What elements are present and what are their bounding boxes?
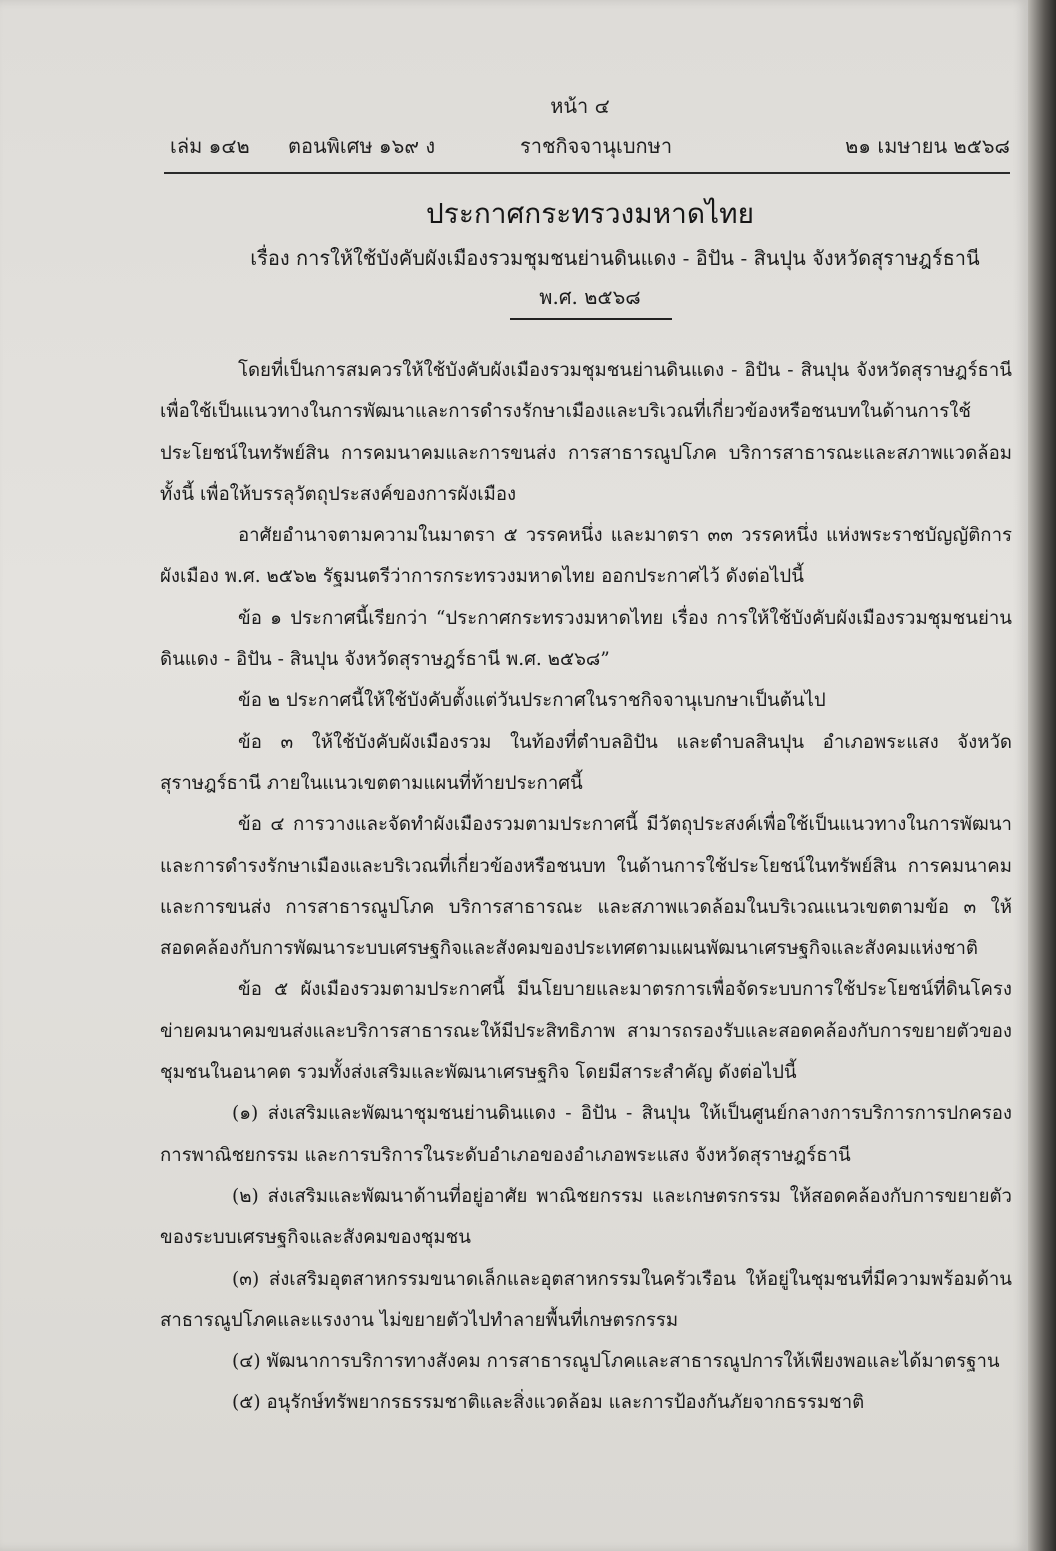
clause-5-item-1: (๑) ส่งเสริมและพัฒนาชุมชนย่านดินแดง - อิปัน - สินปุน ให้เป็นศูนย์กลางการบริการการปกครอง การพาณิชยกรรม และการบริการในระดับอำเภอของอำเภอพระแสง จังหวัดสุราษฎร์ธานี [160, 1103, 1012, 1166]
preamble-paragraph: โดยที่เป็นการสมควรให้ใช้บังคับผังเมืองรวมชุมชนย่านดินแดง - อิปัน - สินปุน จังหวัดสุราษฎร์ธานี เพื่อใช้เป็นแนวทางในการพัฒนาและการดำรงรักษาเมืองและบริเวณที่เกี่ยวข้องหรือชนบทในด้านการใช้ประโยชน์ในทรัพย์สิน การคมนาคมและการขนส่ง การสาธารณูปโภค บริการสาธารณะและสภาพแวดล้อม ทั้งนี้ เพื่อให้บรรลุวัตถุประสงค์ของการผังเมือง [160, 360, 1012, 505]
clause-5-item-2: (๒) ส่งเสริมและพัฒนาด้านที่อยู่อาศัย พาณิชยกรรม และเกษตรกรรม ให้สอดคล้องกับการขยายตัวของระบบเศรษฐกิจและสังคมของชุมชน [160, 1185, 1012, 1249]
clause-5-item-3: (๓) ส่งเสริมอุตสาหกรรมขนาดเล็กและอุตสาหกรรมในครัวเรือน ให้อยู่ในชุมชนที่มีความพร้อมด้านสาธารณูปโภคและแรงงาน ไม่ขยายตัวไปทำลายพื้นที่เกษตรกรรม [160, 1268, 1012, 1331]
announcement-year: พ.ศ. ๒๕๖๘ [539, 285, 641, 309]
page-number: หน้า ๔ [550, 94, 610, 118]
publication-date: ๒๑ เมษายน ๒๕๖๘ [845, 134, 1010, 158]
clause-5-item-4: (๔) พัฒนาการบริการทางสังคม การสาธารณูปโภคและสาธารณูปการให้เพียงพอและได้มาตรฐาน [232, 1351, 1000, 1373]
authority-paragraph: อาศัยอำนาจตามความในมาตรา ๕ วรรคหนึ่ง และมาตรา ๓๓ วรรคหนึ่ง แห่งพระราชบัญญัติการผังเมือง พ.ศ. ๒๕๖๒ รัฐมนตรีว่าการกระทรวงมหาดไทย ออกประกาศไว้ ดังต่อไปนี้ [160, 525, 1012, 588]
volume-number: เล่ม ๑๔๒ [170, 134, 250, 158]
clause-1: ข้อ ๑ ประกาศนี้เรียกว่า “ประกาศกระทรวงมหาดไทย เรื่อง การให้ใช้บังคับผังเมืองรวมชุมชนย่านดินแดง - อิปัน - สินปุน จังหวัดสุราษฎร์ธานี พ.ศ. ๒๕๖๘” [160, 607, 1012, 671]
issue-number: ตอนพิเศษ ๑๖๙ ง [288, 134, 436, 158]
clause-3: ข้อ ๓ ให้ใช้บังคับผังเมืองรวม ในท้องที่ตำบลอิปัน และตำบลสินปุน อำเภอพระแสง จังหวัดสุราษฎร์ธานี ภายในแนวเขตตามแผนที่ท้ายประกาศนี้ [160, 731, 1012, 794]
running-header [170, 130, 1010, 170]
title-divider [510, 318, 672, 320]
clause-5-item-5: (๕) อนุรักษ์ทรัพยากรธรรมชาติและสิ่งแวดล้อม และการป้องกันภัยจากธรรมชาติ [232, 1392, 865, 1414]
announcement-subject: เรื่อง การให้ใช้บังคับผังเมืองรวมชุมชนย่านดินแดง - อิปัน - สินปุน จังหวัดสุราษฎร์ธานี [250, 246, 980, 270]
header-divider [164, 172, 1010, 174]
announcement-body [160, 350, 1012, 1424]
clause-4: ข้อ ๔ การวางและจัดทำผังเมืองรวมตามประกาศนี้ มีวัตถุประสงค์เพื่อใช้เป็นแนวทางในการพัฒนาและการดำรงรักษาเมืองและบริเวณที่เกี่ยวข้องหรือชนบท ในด้านการใช้ประโยชน์ในทรัพย์สิน การคมนาคมและการขนส่ง การสาธารณูปโภค บริการสาธารณะ และสภาพแวดล้อมในบริเวณแนวเขตตามข้อ ๓ ให้สอดคล้องกับการพัฒนาระบบเศรษฐกิจและสังคมของประเทศตามแผนพัฒนาเศรษฐกิจและสังคมแห่งชาติ [160, 814, 1012, 960]
clause-5: ข้อ ๕ ผังเมืองรวมตามประกาศนี้ มีนโยบายและมาตรการเพื่อจัดระบบการใช้ประโยชน์ที่ดินโครงข่ายคมนาคมขนส่งและบริการสาธารณะให้มีประสิทธิภาพ สามารถรองรับและสอดคล้องกับการขยายตัวของชุมชนในอนาคต รวมทั้งส่งเสริมและพัฒนาเศรษฐกิจ โดยมีสาระสำคัญ ดังต่อไปนี้ [160, 979, 1012, 1084]
announcement-title: ประกาศกระทรวงมหาดไทย [426, 197, 754, 230]
page-edge-shadow [1028, 0, 1056, 1551]
clause-2: ข้อ ๒ ประกาศนี้ให้ใช้บังคับตั้งแต่วันประกาศในราชกิจจานุเบกษาเป็นต้นไป [238, 690, 826, 712]
gazette-name: ราชกิจจานุเบกษา [520, 134, 673, 158]
